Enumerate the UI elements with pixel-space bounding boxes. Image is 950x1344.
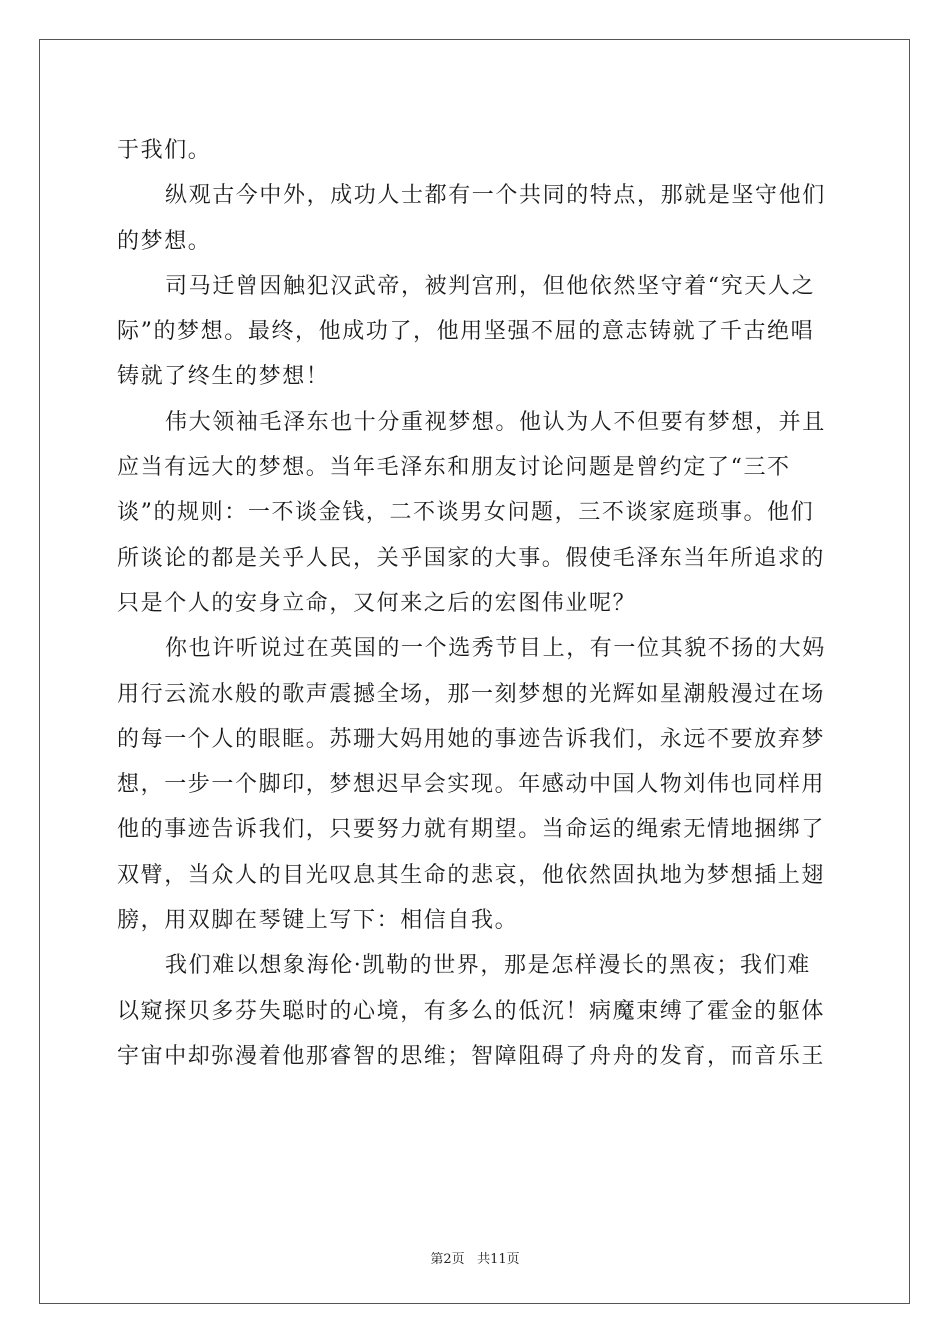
text-line: 于我们。 xyxy=(117,138,212,163)
text-line: 只是个人的安身立命，又何来之后的宏图伟业呢？ xyxy=(117,590,637,616)
text-line: 宇宙中却弥漫着他那睿智的思维；智障阻碍了舟舟的发育，而音乐王 xyxy=(117,1043,826,1069)
page-footer xyxy=(0,1248,950,1267)
text-line: 谈”的规则：一不谈金钱，二不谈男女问题，三不谈家庭琐事。他们 xyxy=(117,500,815,526)
text-line: 的梦想。 xyxy=(117,228,212,254)
text-line: 铸就了终生的梦想！ xyxy=(117,364,330,390)
current-page-label: 第2页 xyxy=(430,1252,465,1267)
document-body xyxy=(117,128,835,1079)
text-line: 以窥探贝多芬失聪时的心境，有多么的低沉！病魔束缚了霍金的躯体 xyxy=(117,998,826,1024)
text-line: 双臂，当众人的目光叹息其生命的悲哀，他依然固执地为梦想插上翅 xyxy=(117,862,826,888)
total-pages-label: 共11页 xyxy=(477,1252,520,1267)
text-line: 用行云流水般的歌声震撼全场，那一刻梦想的光辉如星潮般漫过在场 xyxy=(117,681,826,707)
text-line: 我们难以想象海伦·凯勒的世界，那是怎样漫长的黑夜；我们难 xyxy=(165,953,811,979)
text-line: 应当有远大的梦想。当年毛泽东和朋友讨论问题是曾约定了“三不 xyxy=(117,455,791,481)
text-line: 的每一个人的眼眶。苏珊大妈用她的事迹告诉我们，永远不要放弃梦 xyxy=(117,726,826,752)
text-line: 际”的梦想。最终，他成功了，他用坚强不屈的意志铸就了千古绝唱 xyxy=(117,319,815,345)
text-line: 他的事迹告诉我们，只要努力就有期望。当命运的绳索无情地捆绑了 xyxy=(117,817,826,843)
text-line: 你也许听说过在英国的一个选秀节目上，有一位其貌不扬的大妈 xyxy=(165,636,826,662)
text-line: 膀，用双脚在琴键上写下：相信自我。 xyxy=(117,908,519,934)
text-line: 伟大领袖毛泽东也十分重视梦想。他认为人不但要有梦想，并且 xyxy=(165,409,826,435)
text-line: 司马迁曾因触犯汉武帝，被判宫刑，但他依然坚守着“究天人之 xyxy=(165,273,816,299)
text-line: 所谈论的都是关乎人民，关乎国家的大事。假使毛泽东当年所追求的 xyxy=(117,545,826,571)
text-line: 想，一步一个脚印，梦想迟早会实现。年感动中国人物刘伟也同样用 xyxy=(117,772,826,798)
text-line: 纵观古今中外，成功人士都有一个共同的特点，那就是坚守他们 xyxy=(165,183,826,209)
